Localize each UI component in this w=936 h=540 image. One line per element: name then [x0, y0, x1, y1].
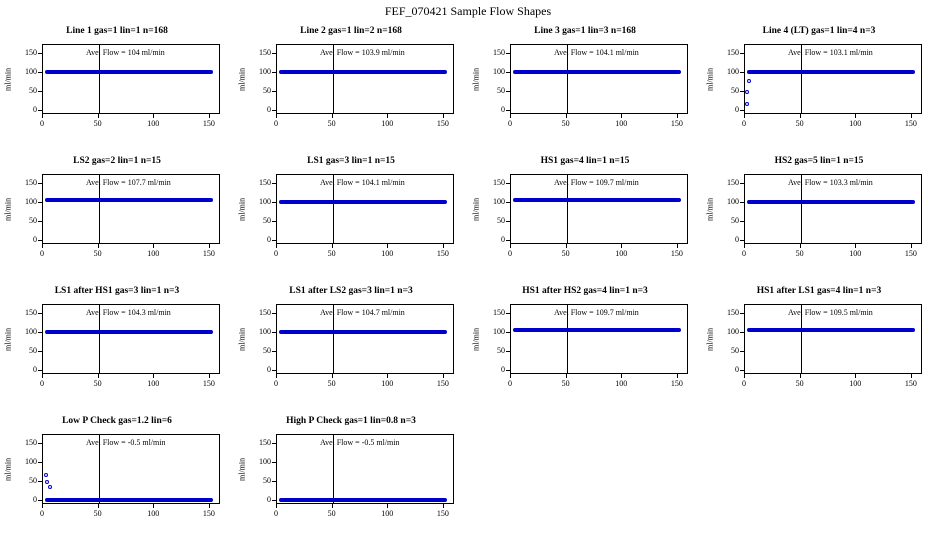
y-tick-label: 150: [259, 178, 271, 188]
x-tick-mark: [42, 504, 43, 508]
y-tick-label: 0: [501, 365, 505, 375]
x-tick-mark: [153, 244, 154, 248]
average-flow-annotation: Ave. Flow = 109.7 ml/min: [554, 178, 639, 187]
y-tick-label: 50: [29, 216, 37, 226]
x-tick-mark: [744, 374, 745, 378]
x-tick-mark: [276, 114, 277, 118]
x-tick-mark: [566, 244, 567, 248]
x-tick-label: 0: [508, 379, 512, 388]
y-tick-label: 50: [263, 346, 271, 356]
data-series-band: [747, 200, 915, 204]
y-tick-label: 100: [493, 327, 505, 337]
y-tick-label: 0: [501, 105, 505, 115]
x-tick-label: 0: [274, 119, 278, 128]
x-tick-mark: [855, 374, 856, 378]
chart-panel: [0, 410, 234, 540]
y-tick-label: 100: [493, 197, 505, 207]
y-tick-label: 100: [25, 197, 37, 207]
x-tick-mark: [209, 244, 210, 248]
chart-panel: [0, 20, 234, 150]
y-tick-label: 150: [493, 308, 505, 318]
chart-panel: [234, 150, 468, 280]
x-tick-mark: [510, 244, 511, 248]
y-tick-label: 50: [29, 476, 37, 486]
data-series-band: [513, 70, 681, 74]
y-axis-label: ml/min: [471, 197, 481, 221]
x-tick-mark: [677, 374, 678, 378]
x-tick-mark: [566, 374, 567, 378]
x-tick-mark: [153, 504, 154, 508]
y-tick-label: 50: [263, 86, 271, 96]
x-tick-mark: [744, 244, 745, 248]
x-tick-mark: [209, 374, 210, 378]
x-tick-mark: [510, 374, 511, 378]
y-tick-label: 0: [501, 235, 505, 245]
average-flow-annotation: Ave. Flow = 104.7 ml/min: [320, 308, 405, 317]
x-tick-mark: [443, 114, 444, 118]
y-tick-label: 0: [735, 365, 739, 375]
y-axis-label: ml/min: [237, 327, 247, 351]
chart-panel: [0, 280, 234, 410]
y-axis-label: ml/min: [3, 67, 13, 91]
y-axis-label: ml/min: [705, 197, 715, 221]
x-tick-label: 0: [508, 249, 512, 258]
x-tick-mark: [98, 114, 99, 118]
y-tick-label: 0: [735, 105, 739, 115]
x-tick-mark: [42, 374, 43, 378]
y-tick-label: 0: [33, 495, 37, 505]
y-tick-label: 0: [267, 495, 271, 505]
x-tick-label: 150: [670, 379, 683, 388]
y-tick-label: 100: [25, 327, 37, 337]
x-tick-mark: [332, 114, 333, 118]
y-axis-label: ml/min: [3, 457, 13, 481]
average-flow-annotation: Ave. Flow = 109.5 ml/min: [788, 308, 873, 317]
chart-panel: [702, 150, 936, 280]
data-series-band: [279, 330, 447, 334]
y-axis-label: ml/min: [3, 197, 13, 221]
chart-panel: [468, 20, 702, 150]
y-tick-label: 0: [33, 365, 37, 375]
panel-title: HS1 after HS2 gas=4 lin=1 n=3: [522, 286, 648, 296]
y-tick-label: 100: [493, 67, 505, 77]
y-tick-label: 150: [25, 438, 37, 448]
data-series-band: [45, 498, 213, 502]
average-flow-annotation: Ave. Flow = 104 ml/min: [86, 48, 165, 57]
data-series-band: [747, 328, 915, 332]
y-tick-label: 50: [497, 86, 505, 96]
x-tick-mark: [621, 244, 622, 248]
x-tick-label: 150: [436, 119, 449, 128]
y-tick-label: 150: [727, 308, 739, 318]
y-tick-label: 100: [259, 457, 271, 467]
x-tick-mark: [855, 244, 856, 248]
panel-title: HS1 after LS1 gas=4 lin=1 n=3: [756, 286, 882, 296]
panel-title: HS1 gas=4 lin=1 n=15: [540, 156, 630, 166]
x-tick-label: 150: [670, 249, 683, 258]
x-tick-mark: [153, 114, 154, 118]
y-tick-label: 0: [267, 235, 271, 245]
x-tick-label: 150: [202, 119, 215, 128]
y-axis-label: ml/min: [705, 67, 715, 91]
y-tick-label: 50: [29, 86, 37, 96]
data-point-outlier: [747, 79, 751, 83]
x-tick-label: 150: [904, 249, 917, 258]
x-tick-mark: [911, 244, 912, 248]
average-flow-annotation: Ave. Flow = 104.1 ml/min: [320, 178, 405, 187]
data-series-band: [45, 70, 213, 74]
y-tick-label: 50: [263, 216, 271, 226]
x-tick-label: 50: [327, 379, 336, 388]
x-tick-mark: [209, 504, 210, 508]
x-tick-label: 0: [742, 379, 746, 388]
y-tick-label: 150: [259, 48, 271, 58]
panel-title: LS2 gas=2 lin=1 n=15: [73, 156, 161, 166]
x-tick-mark: [800, 114, 801, 118]
x-tick-mark: [566, 114, 567, 118]
data-series-band: [279, 498, 447, 502]
y-tick-label: 50: [497, 346, 505, 356]
data-series-band: [45, 330, 213, 334]
x-tick-label: 100: [615, 119, 628, 128]
x-tick-mark: [621, 374, 622, 378]
x-tick-label: 50: [93, 119, 102, 128]
chart-panel: [468, 280, 702, 410]
x-tick-mark: [42, 114, 43, 118]
x-tick-label: 50: [561, 379, 570, 388]
y-tick-label: 50: [731, 346, 739, 356]
x-tick-label: 100: [147, 119, 160, 128]
x-tick-label: 150: [904, 379, 917, 388]
y-tick-label: 100: [727, 67, 739, 77]
x-tick-mark: [387, 504, 388, 508]
x-tick-mark: [387, 374, 388, 378]
y-tick-label: 100: [25, 67, 37, 77]
y-tick-label: 50: [497, 216, 505, 226]
x-tick-label: 0: [508, 119, 512, 128]
x-tick-mark: [800, 244, 801, 248]
x-tick-label: 50: [327, 509, 336, 518]
x-tick-label: 150: [436, 509, 449, 518]
y-tick-label: 150: [727, 178, 739, 188]
x-tick-mark: [387, 114, 388, 118]
x-tick-label: 50: [795, 249, 804, 258]
panel-grid: [0, 20, 936, 540]
y-tick-label: 150: [25, 48, 37, 58]
x-tick-mark: [98, 374, 99, 378]
panel-title: HS2 gas=5 lin=1 n=15: [774, 156, 864, 166]
chart-panel: [702, 20, 936, 150]
x-tick-mark: [443, 504, 444, 508]
data-series-band: [747, 70, 915, 74]
x-tick-mark: [621, 114, 622, 118]
x-tick-mark: [510, 114, 511, 118]
panel-title: LS1 after LS2 gas=3 lin=1 n=3: [289, 286, 413, 296]
x-tick-mark: [911, 374, 912, 378]
panel-title: High P Check gas=1 lin=0.8 n=3: [286, 416, 416, 426]
x-tick-mark: [911, 114, 912, 118]
average-flow-annotation: Ave. Flow = 103.3 ml/min: [788, 178, 873, 187]
y-tick-label: 100: [259, 327, 271, 337]
x-tick-label: 100: [381, 249, 394, 258]
panel-title: LS1 after HS1 gas=3 lin=1 n=3: [54, 286, 180, 296]
y-tick-label: 100: [727, 197, 739, 207]
data-point-outlier: [48, 485, 52, 489]
average-flow-annotation: Ave. Flow = -0.5 ml/min: [320, 438, 400, 447]
x-tick-label: 50: [561, 249, 570, 258]
x-tick-label: 100: [147, 249, 160, 258]
x-tick-mark: [98, 504, 99, 508]
y-tick-label: 100: [259, 67, 271, 77]
x-tick-mark: [332, 374, 333, 378]
y-tick-label: 50: [731, 216, 739, 226]
x-tick-label: 150: [202, 509, 215, 518]
average-flow-annotation: Ave. Flow = -0.5 ml/min: [86, 438, 166, 447]
x-tick-mark: [276, 244, 277, 248]
y-tick-label: 50: [29, 346, 37, 356]
data-series-band: [513, 328, 681, 332]
y-tick-label: 0: [735, 235, 739, 245]
chart-panel: [468, 150, 702, 280]
x-tick-mark: [677, 114, 678, 118]
x-tick-label: 50: [93, 249, 102, 258]
x-tick-mark: [98, 244, 99, 248]
x-tick-label: 100: [147, 379, 160, 388]
x-tick-label: 0: [274, 509, 278, 518]
y-tick-label: 150: [493, 178, 505, 188]
x-tick-label: 100: [849, 249, 862, 258]
data-series-band: [279, 70, 447, 74]
data-series-band: [513, 198, 681, 202]
chart-panel: [234, 280, 468, 410]
x-tick-mark: [387, 244, 388, 248]
x-tick-mark: [153, 374, 154, 378]
chart-panel: [234, 410, 468, 540]
x-tick-label: 50: [795, 379, 804, 388]
average-flow-annotation: Ave. Flow = 107.7 ml/min: [86, 178, 171, 187]
x-tick-mark: [800, 374, 801, 378]
chart-panel: [702, 280, 936, 410]
y-tick-label: 50: [731, 86, 739, 96]
x-tick-label: 150: [670, 119, 683, 128]
x-tick-label: 100: [849, 379, 862, 388]
y-tick-label: 150: [25, 308, 37, 318]
x-tick-mark: [744, 114, 745, 118]
panel-title: Line 1 gas=1 lin=1 n=168: [66, 26, 168, 36]
x-tick-mark: [443, 374, 444, 378]
x-tick-label: 150: [904, 119, 917, 128]
y-tick-label: 100: [727, 327, 739, 337]
y-tick-label: 100: [25, 457, 37, 467]
y-tick-label: 0: [267, 105, 271, 115]
y-tick-label: 150: [259, 308, 271, 318]
x-tick-mark: [332, 244, 333, 248]
x-tick-label: 100: [381, 379, 394, 388]
x-tick-label: 50: [93, 379, 102, 388]
data-point-outlier: [44, 473, 48, 477]
x-tick-label: 0: [40, 379, 44, 388]
panel-title: Line 4 (LT) gas=1 lin=4 n=3: [762, 26, 876, 36]
x-tick-mark: [42, 244, 43, 248]
chart-panel: [0, 150, 234, 280]
x-tick-label: 0: [274, 379, 278, 388]
x-tick-mark: [276, 504, 277, 508]
y-axis-label: ml/min: [705, 327, 715, 351]
x-tick-label: 0: [40, 119, 44, 128]
average-flow-annotation: Ave. Flow = 103.9 ml/min: [320, 48, 405, 57]
x-tick-label: 0: [40, 509, 44, 518]
data-series-band: [45, 198, 213, 202]
y-tick-label: 150: [259, 438, 271, 448]
average-flow-annotation: Ave. Flow = 104.1 ml/min: [554, 48, 639, 57]
x-tick-label: 150: [202, 379, 215, 388]
y-axis-label: ml/min: [471, 327, 481, 351]
y-axis-label: ml/min: [471, 67, 481, 91]
data-point-outlier: [745, 90, 749, 94]
y-axis-label: ml/min: [3, 327, 13, 351]
y-tick-label: 0: [33, 235, 37, 245]
figure-title: FEF_070421 Sample Flow Shapes: [384, 4, 552, 18]
x-tick-label: 50: [327, 249, 336, 258]
data-point-outlier: [745, 102, 749, 106]
x-tick-label: 50: [327, 119, 336, 128]
x-tick-label: 50: [795, 119, 804, 128]
panel-title: Low P Check gas=1.2 lin=6: [62, 416, 172, 426]
x-tick-mark: [855, 114, 856, 118]
x-tick-mark: [677, 244, 678, 248]
y-tick-label: 50: [263, 476, 271, 486]
x-tick-label: 100: [849, 119, 862, 128]
x-tick-mark: [443, 244, 444, 248]
y-axis-label: ml/min: [237, 457, 247, 481]
x-tick-label: 0: [40, 249, 44, 258]
x-tick-label: 100: [147, 509, 160, 518]
x-tick-label: 150: [436, 249, 449, 258]
x-tick-label: 0: [274, 249, 278, 258]
y-tick-label: 150: [727, 48, 739, 58]
data-series-band: [279, 200, 447, 204]
y-tick-label: 150: [25, 178, 37, 188]
x-tick-label: 150: [202, 249, 215, 258]
x-tick-label: 100: [615, 379, 628, 388]
x-tick-label: 0: [742, 119, 746, 128]
x-tick-label: 100: [615, 249, 628, 258]
y-tick-label: 100: [259, 197, 271, 207]
y-axis-label: ml/min: [237, 67, 247, 91]
average-flow-annotation: Ave. Flow = 104.3 ml/min: [86, 308, 171, 317]
y-tick-label: 0: [267, 365, 271, 375]
x-tick-mark: [332, 504, 333, 508]
x-tick-label: 0: [742, 249, 746, 258]
panel-title: Line 3 gas=1 lin=3 n=168: [534, 26, 636, 36]
chart-panel: [234, 20, 468, 150]
x-tick-label: 100: [381, 509, 394, 518]
x-tick-label: 50: [93, 509, 102, 518]
data-point-outlier: [45, 480, 49, 484]
x-tick-mark: [209, 114, 210, 118]
x-tick-mark: [276, 374, 277, 378]
average-flow-annotation: Ave. Flow = 109.7 ml/min: [554, 308, 639, 317]
y-axis-label: ml/min: [237, 197, 247, 221]
panel-title: LS1 gas=3 lin=1 n=15: [307, 156, 395, 166]
panel-title: Line 2 gas=1 lin=2 n=168: [300, 26, 402, 36]
y-tick-label: 150: [493, 48, 505, 58]
x-tick-label: 50: [561, 119, 570, 128]
y-tick-label: 0: [33, 105, 37, 115]
x-tick-label: 100: [381, 119, 394, 128]
x-tick-label: 150: [436, 379, 449, 388]
average-flow-annotation: Ave. Flow = 103.1 ml/min: [788, 48, 873, 57]
